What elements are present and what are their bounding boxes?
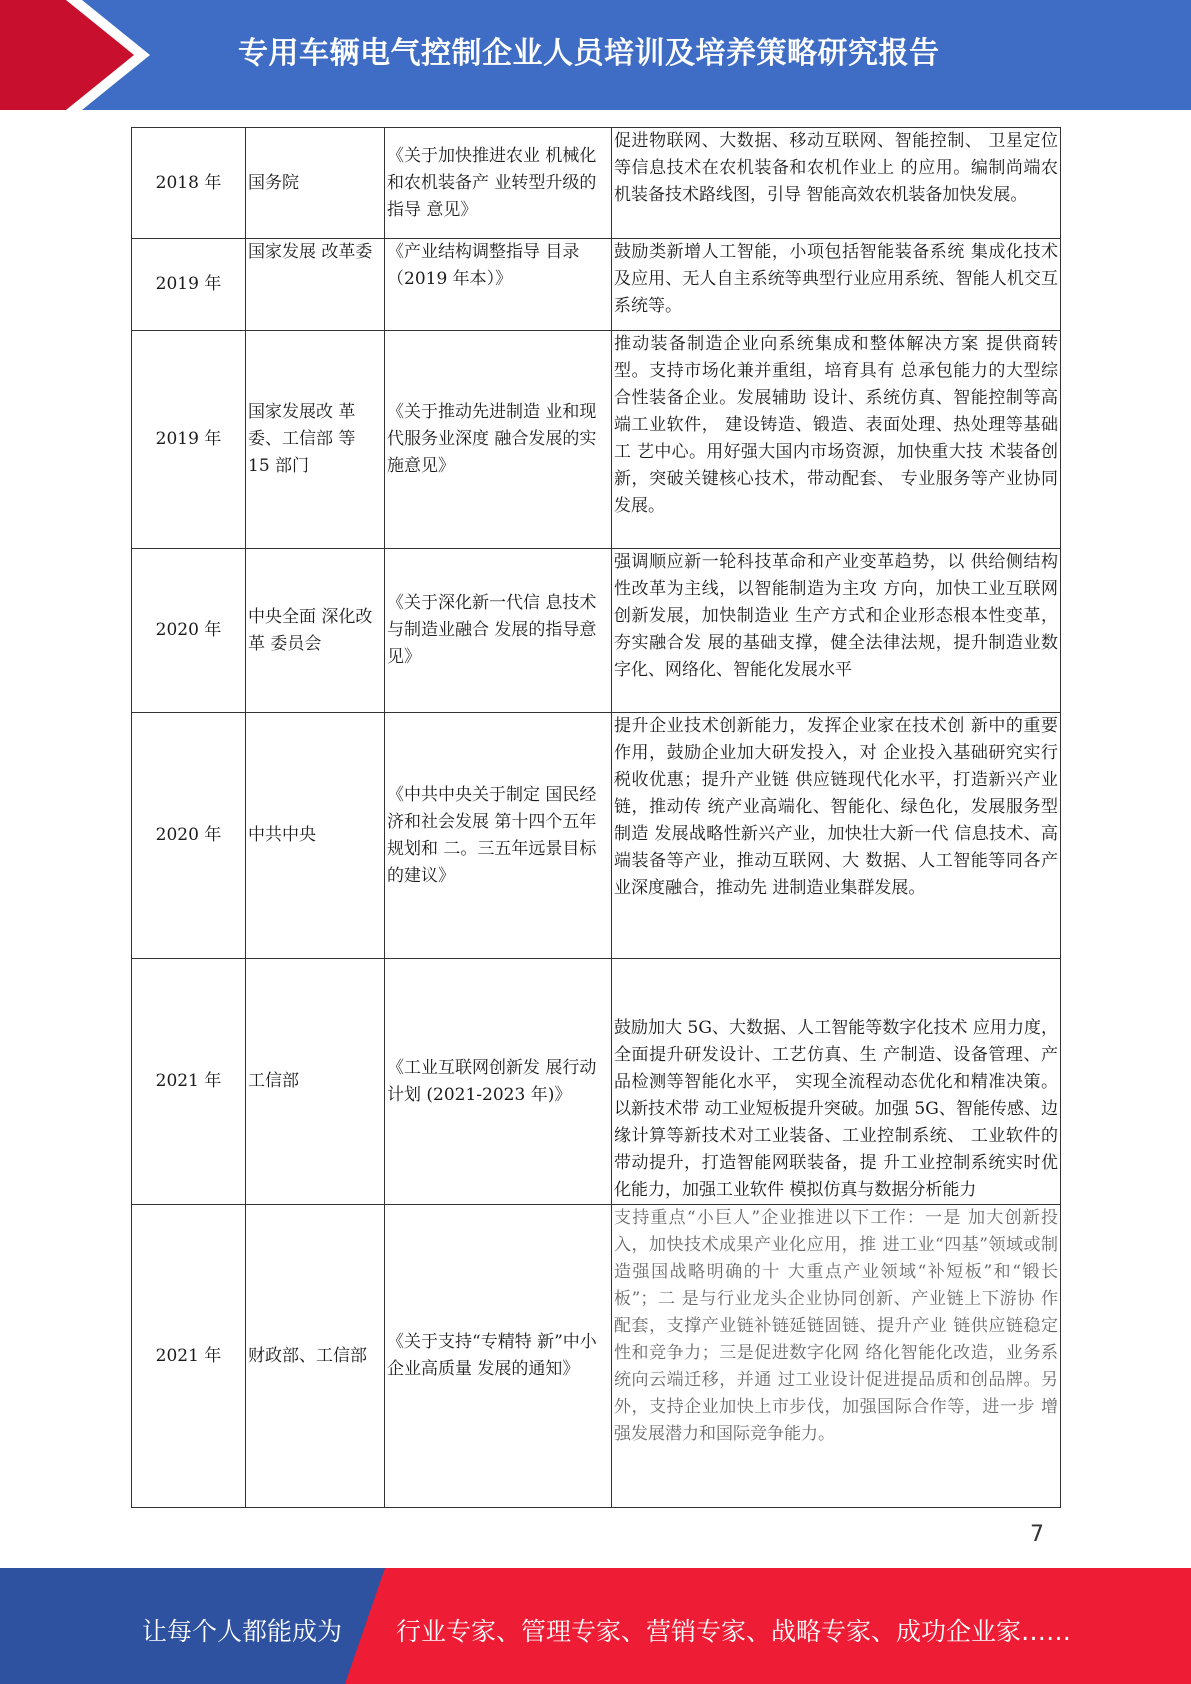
content-cell: 鼓励加大 5G、大数据、人工智能等数字化技术 应用力度，全面提升研发设计、工艺仿真、生 产制造、设备管理、产品检测等智能化水平， 实现全流程动态优化和精准决策。以新技术带 动工业短板提升突破。加强 5G、智能传感、边 缘计算等新技术对工业装备、工业控制系统、 工业软件的带动提升，打造智能网联装备，提 升工业控制系统实时优化能力，加强工业软件 模拟仿真与数据分析能力	[612, 959, 1061, 1205]
document-cell: 《产业结构调整指导 目录（2019 年本）》	[385, 239, 612, 331]
year-cell: 2020 年	[132, 549, 246, 713]
policy-table	[131, 127, 1061, 1508]
page-number: 7	[1030, 1522, 1044, 1547]
issuer-cell: 中共中央	[246, 713, 385, 959]
document-cell: 《关于支持“专精特 新”中小企业高质量 发展的通知》	[385, 1205, 612, 1508]
content-cell: 提升企业技术创新能力，发挥企业家在技术创 新中的重要作用，鼓励企业加大研发投入，对 企业投入基础研究实行税收优惠；提升产业链 供应链现代化水平，打造新兴产业链，推动传 统产业高端化、智能化、绿色化，发展服务型 制造 发展战略性新兴产业，加快壮大新一代 信息技术、高端装备等产业，推动互联网、大 数据、人工智能等同各产业深度融合，推动先 进制造业集群发展。	[612, 713, 1061, 959]
document-cell: 《关于深化新一代信 息技术与制造业融合 发展的指导意见》	[385, 549, 612, 713]
table-row	[132, 959, 1061, 1205]
table-row	[132, 713, 1061, 959]
document-cell: 《中共中央关于制定 国民经济和社会发展 第十四个五年规划和 二。三五年远景目标 的建议》	[385, 713, 612, 959]
year-cell: 2020 年	[132, 713, 246, 959]
content-cell: 支持重点“小巨人”企业推进以下工作：一是 加大创新投入，加快技术成果产业化应用，推 进工业“四基”领域或制造强国战略明确的十 大重点产业领域“补短板”和“锻长板”；二 是与行业龙头企业协同创新、产业链上下游协 作配套，支撑产业链补链延链固链、提升产业 链供应链稳定性和竞争力；三是促进数字化网 络化智能化改造，业务系统向云端迁移，并通 过工业设计促进提品质和创品牌。另外，支持企业加快上市步伐，加强国际合作等，进一步 增强发展潜力和国际竞争能力。	[612, 1205, 1061, 1508]
year-cell: 2021 年	[132, 959, 246, 1205]
issuer-cell: 国务院	[246, 128, 385, 239]
footer-banner	[0, 1568, 1191, 1684]
issuer-cell: 财政部、工信部	[246, 1205, 385, 1508]
table-row	[132, 549, 1061, 713]
issuer-cell: 中央全面 深化改革 委员会	[246, 549, 385, 713]
header-red-arrow	[0, 0, 150, 110]
document-cell: 《关于加快推进农业 机械化和农机装备产 业转型升级的指导 意见》	[385, 128, 612, 239]
year-cell: 2021 年	[132, 1205, 246, 1508]
document-cell: 《工业互联网创新发 展行动计划 (2021-2023 年)》	[385, 959, 612, 1205]
document-cell: 《关于推动先进制造 业和现代服务业深度 融合发展的实施意见》	[385, 331, 612, 549]
table-row	[132, 331, 1061, 549]
year-cell: 2019 年	[132, 239, 246, 331]
table-row	[132, 239, 1061, 331]
issuer-cell: 国家发展改 革委、工信部 等 15 部门	[246, 331, 385, 549]
footer-slogan-right: 行业专家、管理专家、营销专家、战略专家、成功企业家……	[396, 1617, 1072, 1646]
content-cell: 鼓励类新增人工智能，小项包括智能装备系统 集成化技术及应用、无人自主系统等典型行业应用系统、智能人机交互系统等。	[612, 239, 1061, 331]
issuer-cell: 工信部	[246, 959, 385, 1205]
content-cell: 强调顺应新一轮科技革命和产业变革趋势，以 供给侧结构性改革为主线，以智能制造为主攻 方向，加快工业互联网创新发展，加快制造业 生产方式和企业形态根本性变革，夯实融合发 展的基础支撑，健全法律法规，提升制造业数 字化、网络化、智能化发展水平	[612, 549, 1061, 713]
report-title: 专用车辆电气控制企业人员培训及培养策略研究报告	[238, 36, 940, 71]
content-cell: 推动装备制造企业向系统集成和整体解决方案 提供商转型。支持市场化兼并重组，培育具有 总承包能力的大型综合性装备企业。发展辅助 设计、系统仿真、智能控制等高端工业软件， 建设铸造、锻造、表面处理、热处理等基础工 艺中心。用好强大国内市场资源，加快重大技 术装备创新，突破关键核心技术，带动配套、 专业服务等产业协同发展。	[612, 331, 1061, 549]
year-cell: 2018 年	[132, 128, 246, 239]
table-row	[132, 1205, 1061, 1508]
content-cell: 促进物联网、大数据、移动互联网、智能控制、 卫星定位等信息技术在农机装备和农机作业上 的应用。编制尚端农机装备技术路线图，引导 智能高效农机装备加快发展。	[612, 128, 1061, 239]
year-cell: 2019 年	[132, 331, 246, 549]
footer-slogan-left: 让每个人都能成为	[142, 1617, 343, 1646]
issuer-cell: 国家发展 改革委	[246, 239, 385, 331]
table-row	[132, 128, 1061, 239]
header-banner	[0, 0, 1191, 110]
